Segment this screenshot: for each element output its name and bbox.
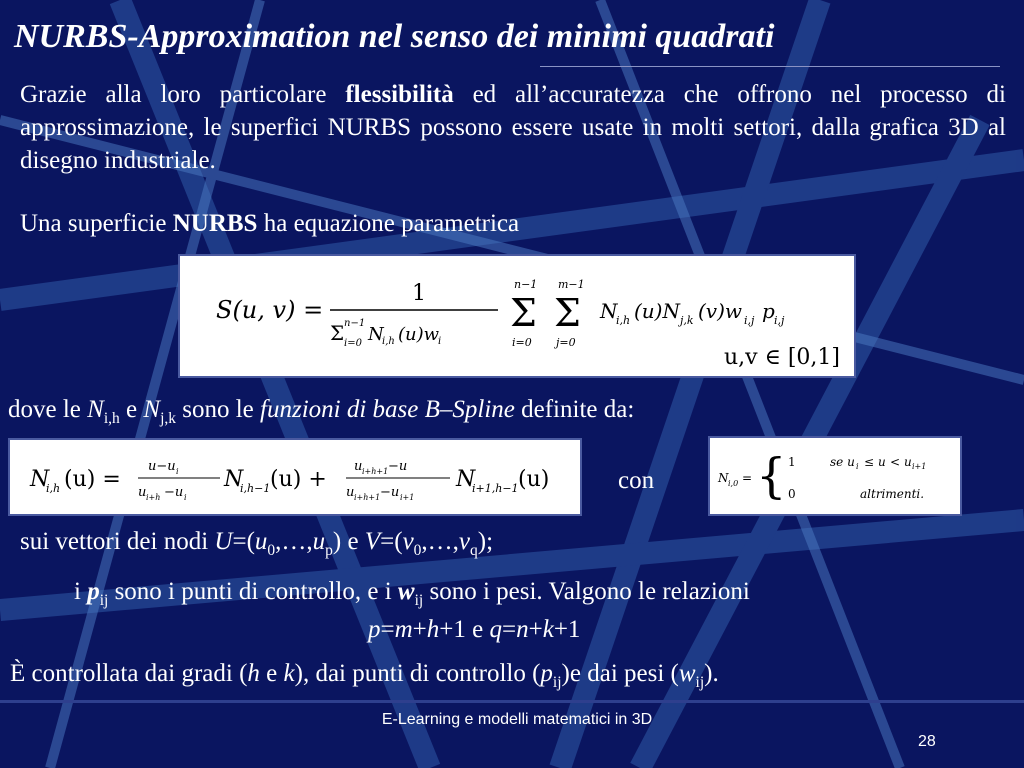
svg-text:i: i: [438, 336, 442, 347]
svg-text:i,h−1: i,h−1: [240, 482, 271, 495]
surface-text-end: ha equazione parametrica: [257, 210, 520, 237]
svg-text:n−1: n−1: [344, 318, 366, 329]
svg-text:{: {: [756, 448, 787, 504]
controlled-by-text: [10, 660, 719, 692]
svg-text:u: u: [354, 459, 363, 474]
svg-text:p: p: [762, 299, 775, 323]
svg-text:N: N: [456, 467, 476, 492]
svg-text:−u: −u: [388, 459, 408, 474]
svg-text:i+h+1: i+h+1: [362, 467, 389, 476]
degree-relations: [368, 616, 580, 644]
con-label: con: [618, 467, 655, 494]
svg-text:i+1,h−1: i+1,h−1: [472, 482, 519, 495]
surface-paragraph: [20, 207, 519, 240]
intro-text-end: ed all’accuratezza che offrono nel processo di approssimazione, le superfici NURBS possono essere usate in molti settori, dalla grafica 3D al disegno industriale.: [20, 81, 1006, 174]
svg-text:S(u, v) =: S(u, v) =: [216, 296, 324, 324]
svg-text:i: i: [184, 493, 187, 502]
svg-text:N: N: [368, 324, 384, 345]
surface-text-start: Una superficie: [20, 210, 173, 237]
basis-zero-degree-equation: [708, 436, 962, 516]
footer-text: E-Learning e modelli matematici in 3D: [381, 711, 653, 728]
relations-text-render: p=m+h+1 e q=n+k+1: [368, 616, 581, 643]
equation-3-graphic: [710, 438, 960, 514]
svg-text:(u): (u): [518, 467, 550, 492]
svg-text:altrimenti.: altrimenti.: [860, 487, 925, 501]
controllata-text-render: È controllata dai gradi (h e k), dai punti di controllo $(p_{ij})e$ dai pesi $(w_{ij})$.: [10, 660, 719, 691]
basis-recursion-equation: [8, 438, 582, 516]
svg-text:j=0: j=0: [556, 336, 576, 349]
svg-text:j,k: j,k: [680, 314, 694, 327]
svg-text:<: <: [890, 455, 901, 469]
svg-text:(u) +: (u) +: [270, 467, 327, 492]
equation-2-graphic: [10, 440, 580, 514]
svg-text:u: u: [904, 455, 912, 469]
svg-text:i=0: i=0: [512, 336, 532, 349]
svg-text:=: =: [742, 471, 753, 485]
svg-text:i+1: i+1: [400, 493, 415, 502]
control-points-text: [74, 578, 750, 610]
svg-text:Σ: Σ: [510, 291, 537, 335]
svg-text:N: N: [718, 471, 729, 485]
svg-text:1: 1: [788, 455, 796, 469]
svg-text:u: u: [878, 455, 886, 469]
svg-text:(u)N: (u)N: [634, 299, 680, 323]
knot-vectors-text: [20, 528, 493, 560]
svg-text:i,j: i,j: [774, 314, 785, 327]
title-underline: [540, 66, 1000, 67]
svg-text:−u: −u: [380, 485, 400, 500]
svg-text:(u) =: (u) =: [64, 467, 121, 492]
svg-text:u: u: [138, 485, 147, 500]
svg-text:i,h: i,h: [46, 482, 61, 495]
intro-bold-word: flessibilità: [345, 81, 454, 108]
svg-text:i=0: i=0: [344, 338, 362, 349]
slide-title: NURBS-Approximation nel senso dei minimi quadrati: [14, 18, 775, 55]
svg-text:m−1: m−1: [558, 278, 585, 291]
surface-bold-word: NURBS: [172, 210, 258, 237]
basis-text-render: dove le $N_{i,h}$ e $N_{j,k}$ sono le funzioni di base B–Spline definite da:: [8, 396, 635, 427]
svg-text:(u)w: (u)w: [398, 324, 440, 345]
basis-functions-text: [8, 396, 634, 428]
nurbs-surface-equation: [178, 254, 856, 378]
svg-text:se u: se u: [830, 455, 855, 469]
svg-text:i: i: [856, 462, 859, 471]
svg-text:i,0: i,0: [728, 479, 739, 488]
svg-text:(v)w: (v)w: [698, 299, 743, 323]
svg-text:i,h: i,h: [616, 314, 631, 327]
svg-text:i,h: i,h: [382, 336, 395, 347]
intro-text-start: Grazie alla loro particolare: [20, 81, 346, 108]
pesi-text-render: i $p_{ij}$ sono i punti di controllo, e i $w_{ij}$ sono i pesi. Valgono le relazioni: [74, 578, 750, 609]
svg-text:u−u: u−u: [148, 459, 176, 474]
svg-text:i+h+1: i+h+1: [354, 493, 381, 502]
page-number: 28: [918, 733, 936, 750]
svg-text:n−1: n−1: [514, 278, 538, 291]
svg-text:u: u: [346, 485, 355, 500]
svg-text:i+1: i+1: [912, 462, 927, 471]
svg-text:i+h: i+h: [146, 493, 161, 502]
knot-text-render: sui vettori dei nodi $U=(u_0,\dots,u_p)$ e $V=(v_0,\dots,v_q)$;: [20, 528, 494, 559]
svg-text:i,j: i,j: [744, 314, 755, 327]
svg-text:Σ: Σ: [330, 321, 345, 345]
svg-text:i: i: [176, 467, 179, 476]
intro-paragraph: [20, 78, 1006, 177]
svg-text:Σ: Σ: [554, 291, 581, 335]
svg-text:1: 1: [412, 281, 426, 306]
svg-text:N: N: [224, 467, 244, 492]
parameter-domain: u,v ∈ [0,1]: [723, 345, 840, 370]
svg-text:N: N: [600, 299, 618, 323]
svg-text:N: N: [30, 467, 50, 492]
svg-text:≤: ≤: [864, 455, 875, 469]
svg-text:−u: −u: [164, 485, 184, 500]
footer-divider: [0, 700, 1024, 703]
svg-text:0: 0: [788, 487, 796, 501]
